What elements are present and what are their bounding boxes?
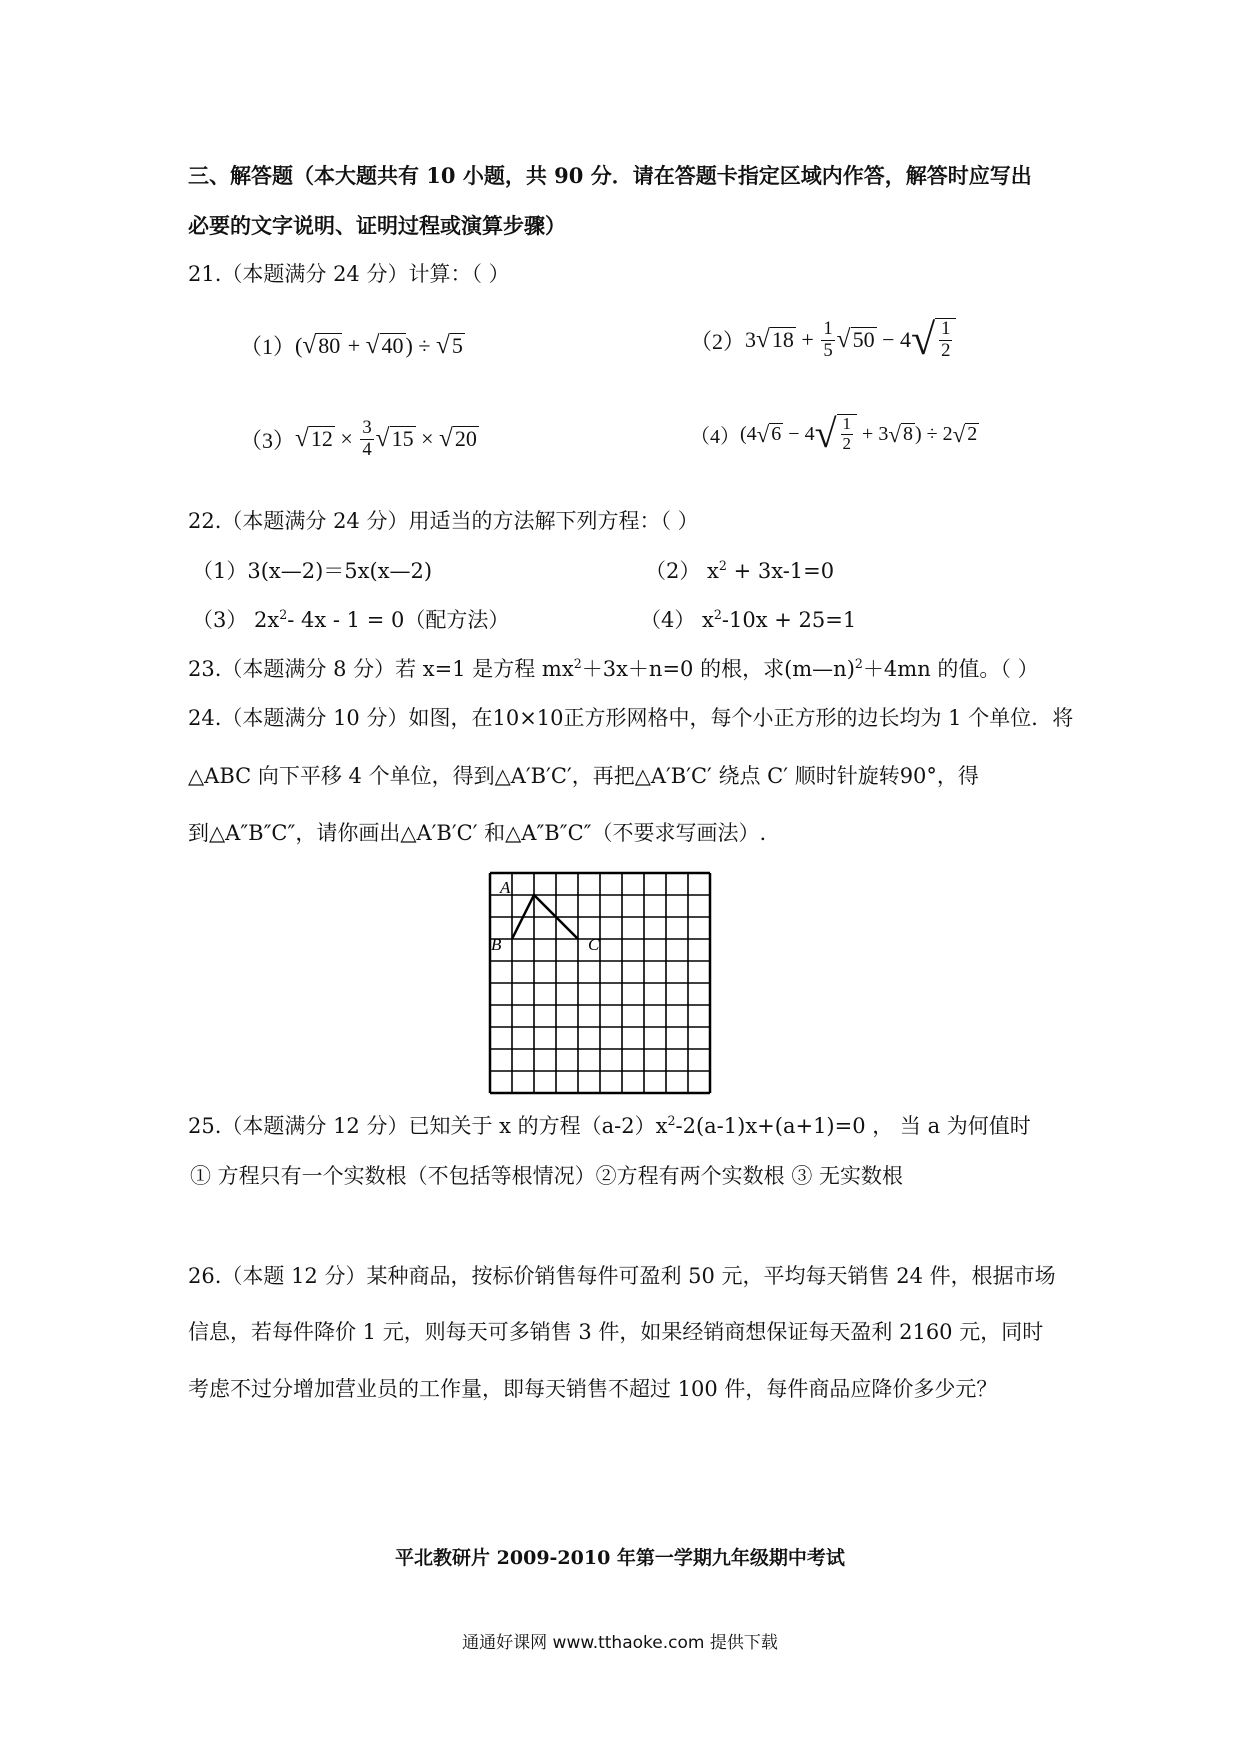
radical: √ 50: [836, 325, 875, 354]
fraction: $\frac{3}{4}$: [362, 417, 372, 460]
section-header-line1: 三、解答题（本大题共有 10 小题，共 90 分．请在答题卡指定区域内作答，解答时应写出: [188, 163, 1032, 188]
q22-header: 22.（本题满分 24 分）用适当的方法解下列方程：（ ）: [188, 509, 699, 533]
q26-line2: 信息，若每件降价 1 元，则每天可多销售 3 件，如果经销商想保证每天盈利 2160 元，同时: [188, 1320, 1044, 1344]
radical: √ $\frac{1}{2}$: [815, 414, 857, 454]
q21-part1: （1） ( √ 80 + √ 40 ) ÷ √ 5: [240, 330, 463, 359]
radical: √ 2: [952, 421, 978, 447]
q21-header: 21.（本题满分 24 分）计算：（ ）: [188, 262, 510, 286]
q25-line2: ① 方程只有一个实数根（不包括等根情况）②方程有两个实数根 ③ 无实数根: [190, 1164, 904, 1188]
label-c: C: [588, 935, 600, 954]
download-credit: 通通好课网 www.tthaoke.com 提供下载: [462, 1633, 778, 1653]
q21-part4: （4） ( 4 √ 6 − 4 √ $\frac{1}{2}$ + 3 √ 8 ) ÷ 2 √ 2: [690, 411, 978, 456]
radical: √ 12: [295, 424, 333, 453]
radical: √ 40: [365, 330, 404, 359]
radical: √ 15: [375, 424, 414, 453]
q22-part3: （3） $2x^2-$ 4x - 1 = 0（配方法）: [192, 607, 510, 632]
exam-footer-title: 平北教研片 2009-2010 年第一学期九年级期中考试: [395, 1547, 845, 1569]
q22-part4: （4） $x^2-10x + 25=1$: [640, 607, 857, 632]
grid-svg: [487, 871, 737, 1101]
q21-part3: （3） √ 12 × $\frac{3}{4}$ √ 15 × √ 20: [240, 417, 477, 460]
q24-line3: 到△A″B″C″，请你画出△A′B′C′ 和△A″B″C″（不要求写画法）.: [188, 821, 767, 845]
q23-text: 23.（本题满分 8 分）若 x=1 是方程 $mx^2+3x+n=0$ 的根，求(m—n)$^2$＋4mn 的值。（ ）: [188, 656, 1039, 681]
q21-label3: （3）: [240, 427, 296, 453]
q26-line3: 考虑不过分增加营业员的工作量，即每天销售不超过 100 件，每件商品应降价多少元？: [188, 1377, 998, 1401]
q24-line2: △ABC 向下平移 4 个单位，得到△A′B′C′，再把△A′B′C′ 绕点 C′ 顺时针旋转90°，得: [188, 764, 979, 788]
q22-part1: （1）3(x—2)＝5x(x—2): [192, 559, 433, 583]
fraction: $\frac{1}{5}$: [823, 317, 833, 361]
radical: √ 5: [435, 330, 463, 359]
q26-line1: 26.（本题 12 分）某种商品，按标价销售每件可盈利 50 元，平均每天销售 24 件，根据市场: [188, 1264, 1056, 1288]
label-b: B: [491, 935, 502, 954]
radical: √ 8: [888, 421, 913, 447]
gridlines: [490, 873, 710, 1093]
section-header-line2: 必要的文字说明、证明过程或演算步骤）: [188, 213, 566, 238]
q21-label4: （4）: [690, 425, 740, 448]
q21-part2: （2） 3 √ 18 + $\frac{1}{5}$ √ 50 − 4 √ $\frac{1}{2}$: [690, 318, 956, 362]
q24-line1: 24.（本题满分 10 分）如图，在10×10正方形网格中，每个小正方形的边长均为 1 个单位．将: [188, 706, 1074, 730]
grid-figure: [487, 871, 737, 1105]
label-a: A: [500, 878, 511, 897]
q21-label1: （1）: [240, 334, 296, 359]
q21-label2: （2）: [690, 328, 746, 354]
q22-part2: （2） $x^2 + 3x-1=0$: [645, 558, 835, 583]
radical: √ $\frac{1}{2}$: [911, 318, 957, 362]
radical: √ 6: [756, 421, 782, 447]
radical: √ 80: [302, 330, 341, 359]
q25-line1: 25.（本题满分 12 分）已知关于 x 的方程$(a-2)x^2-2(a-1)x+(a+1)=0$ ， 当 a 为何值时: [188, 1113, 1031, 1138]
radical: √ 20: [438, 424, 477, 453]
radical: √ 18: [756, 325, 794, 354]
